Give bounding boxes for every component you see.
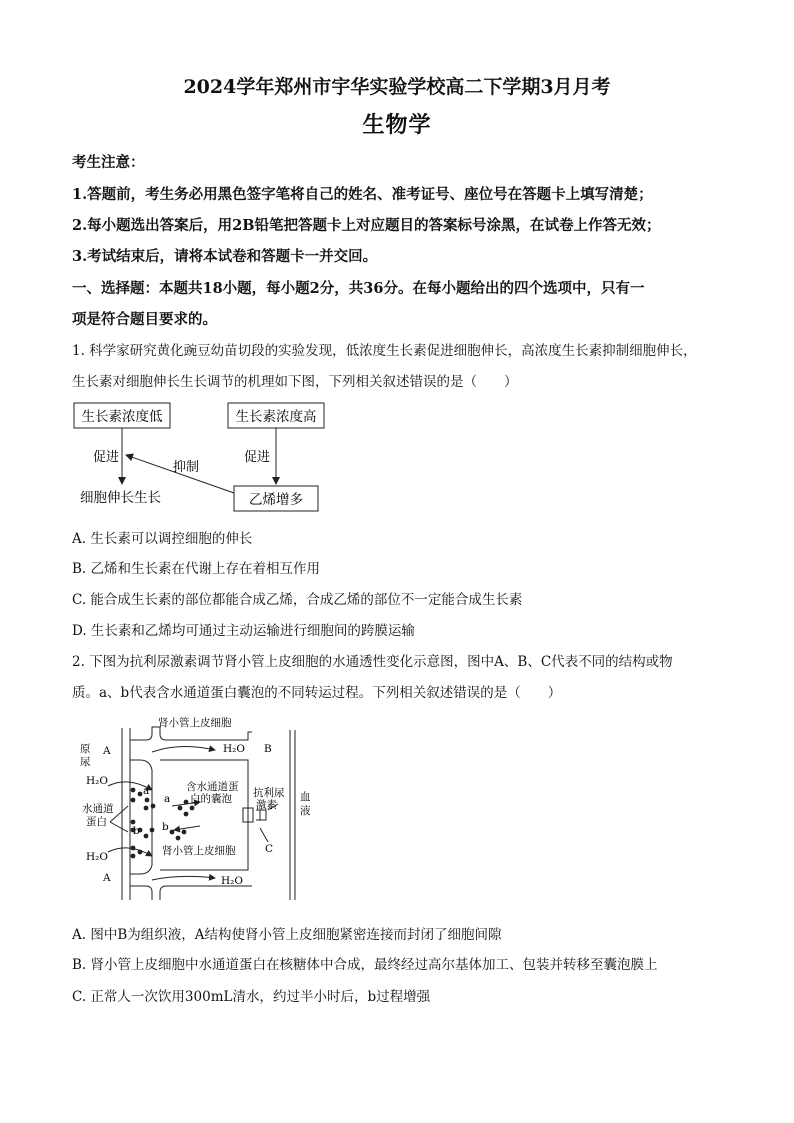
q1-option-d: D. 生长素和乙烯均可通过主动运输进行细胞间的跨膜运输 <box>72 623 415 639</box>
question-1-stem: 1. 科学家研究黄化豌豆幼苗切段的实验发现，低浓度生长素促进细胞伸长，高浓度生长素抑制细胞伸长， <box>72 343 697 359</box>
notice-item: 1.答题前，考生务必用黑色签字笔将自己的姓名、准考证号、座位号在答题卡上填写清楚； <box>72 186 653 203</box>
vesicle-label-cont: 白的囊泡 <box>190 793 232 805</box>
h2o-label: H₂O <box>223 743 245 755</box>
blood-label: 血 <box>300 791 311 803</box>
q1-option-c: C. 能合成生长素的部位都能合成乙烯，合成乙烯的部位不一定能合成生长素 <box>72 592 523 608</box>
label-c: C <box>265 843 274 855</box>
adh-label: 抗利尿 <box>253 787 285 799</box>
label-a-bottom: A <box>103 872 111 884</box>
subject-title: 生物学 <box>362 112 432 138</box>
label-b: B <box>264 743 272 755</box>
h2o-label: H₂O <box>221 875 243 887</box>
h2o-label: H₂O <box>86 851 108 863</box>
auxin-high-label: 生长素浓度高 <box>235 409 317 425</box>
urine-label-1: 原 <box>80 743 91 755</box>
promote-label-left: 促进 <box>93 450 120 465</box>
notice-item: 2.每小题选出答案后，用2B铅笔把答题卡上对应题目的答案标号涂黑，在试卷上作答无效； <box>72 217 661 234</box>
process-b-label: b <box>162 821 169 833</box>
q2-option-b: B. 肾小管上皮细胞中水通道蛋白在核糖体中合成，最终经过高尔基体加工、包装并转移至囊泡膜上 <box>72 957 658 973</box>
vesicle-label: 含水通道蛋 <box>186 781 239 793</box>
ethylene-label: 乙烯增多 <box>249 492 303 508</box>
notice-heading: 考生注意： <box>72 154 145 171</box>
bottom-cell-label: 肾小管上皮细胞 <box>162 845 236 857</box>
question-1-stem-cont: 生长素对细胞伸长生长调节的机理如下图，下列相关叙述错误的是（ ） <box>72 374 518 390</box>
cell-growth-label: 细胞伸长生长 <box>80 490 161 506</box>
exam-title: 2024学年郑州市宇华实验学校高二下学期3月月考 <box>183 76 611 98</box>
top-cell-label: 肾小管上皮细胞 <box>158 717 232 729</box>
adh-label-cont: 激素 <box>256 799 277 811</box>
promote-label-right: 促进 <box>244 450 271 465</box>
process-a-label: a <box>164 793 171 805</box>
section-heading-cont: 项是符合题目要求的。 <box>72 311 217 328</box>
process-b-label: b <box>133 825 140 837</box>
process-a-label: a <box>143 785 150 797</box>
q2-option-c: C. 正常人一次饮用300mL清水，约过半小时后，b过程增强 <box>72 989 431 1005</box>
question-2-stem: 2. 下图为抗利尿激素调节肾小管上皮细胞的水通透性变化示意图，图中A、B、C代表不同的结构或物 <box>72 654 673 670</box>
urine-label-2: 尿 <box>80 756 91 768</box>
auxin-low-label: 生长素浓度低 <box>81 409 163 425</box>
q2-option-a: A. 图中B为组织液，A结构使肾小管上皮细胞紧密连接而封闭了细胞间隙 <box>72 927 502 943</box>
q1-option-b: B. 乙烯和生长素在代谢上存在着相互作用 <box>72 561 321 577</box>
notice-item: 3.考试结束后，请将本试卷和答题卡一并交回。 <box>72 248 378 265</box>
question-2-stem-cont: 质。a、b代表含水通道蛋白囊泡的不同转运过程。下列相关叙述错误的是（ ） <box>72 685 562 701</box>
section-heading: 一、选择题：本题共18小题，每小题2分，共36分。在每小题给出的四个选项中，只有一 <box>72 280 645 297</box>
inhibit-label: 抑制 <box>173 460 200 475</box>
water-channel-label-cont: 蛋白 <box>86 816 107 828</box>
water-channel-label: 水通道 <box>82 803 114 815</box>
label-a-top: A <box>103 745 111 757</box>
h2o-label: H₂O <box>86 775 108 787</box>
blood-label-cont: 液 <box>300 805 311 817</box>
q1-option-a: A. 生长素可以调控细胞的伸长 <box>72 531 253 547</box>
